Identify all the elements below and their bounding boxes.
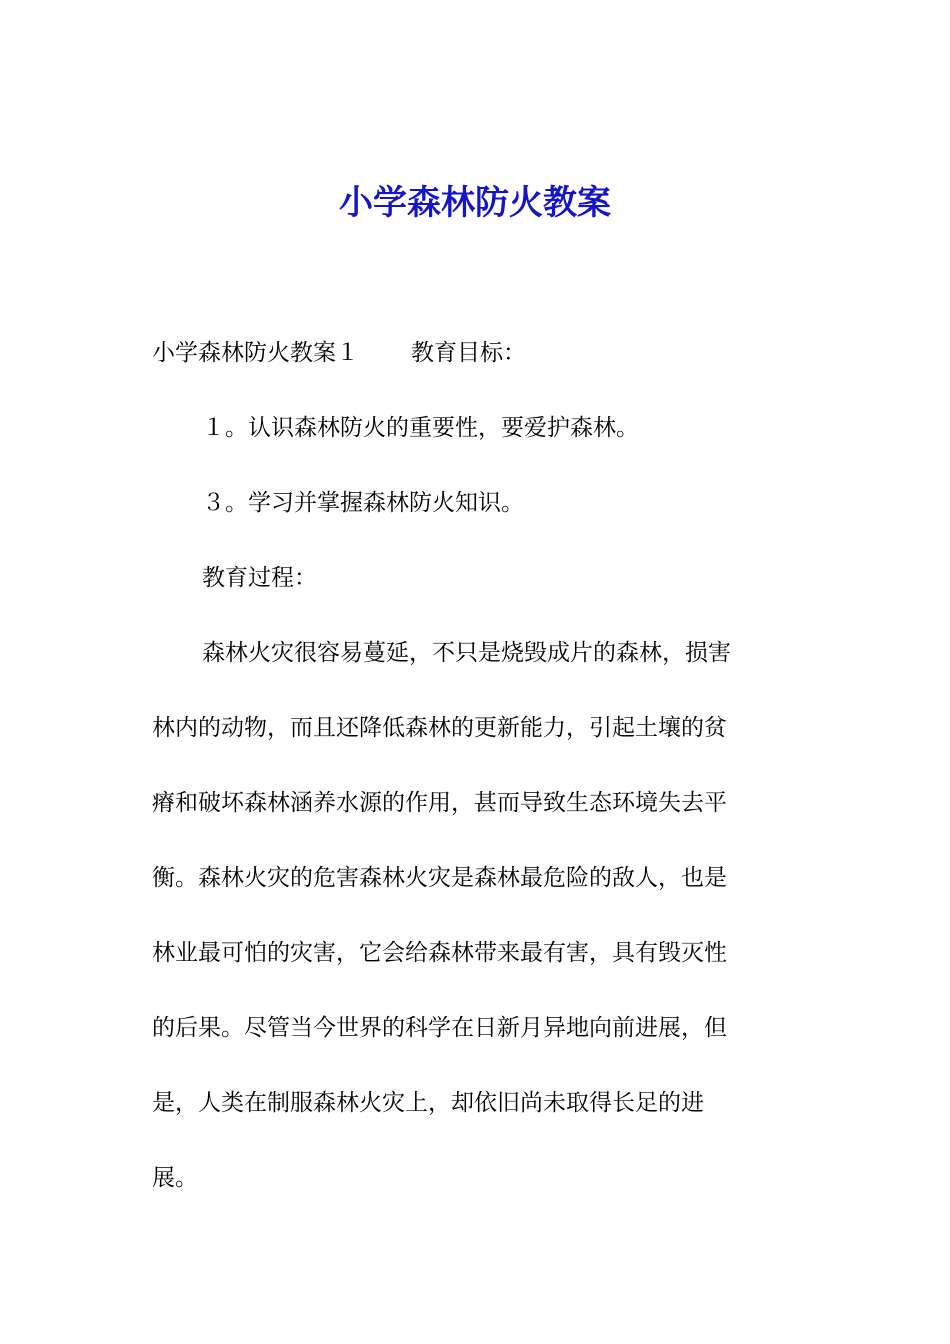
paragraph-line: 林业最可怕的灾害，它会给森林带来最有害，具有毁灭性: [152, 940, 727, 966]
paragraph-line: 森林火灾很容易蔓延，不只是烧毁成片的森林，损害: [202, 640, 731, 666]
paragraph-line: 是，人类在制服森林火灾上，却依旧尚未取得长足的进: [152, 1090, 704, 1116]
paragraph-line: 林内的动物，而且还降低森林的更新能力，引起土壤的贫: [152, 715, 727, 741]
paragraph-line: 衡。森林火灾的危害森林火灾是森林最危险的敌人，也是: [152, 865, 727, 891]
paragraph-line: 展。: [152, 1165, 198, 1191]
document-body: [152, 330, 792, 1201]
paragraph-line: 的后果。尽管当今世界的科学在日新月异地向前进展，但: [152, 1015, 727, 1041]
process-label: 教育过程：: [202, 565, 317, 591]
lesson-name: 小学森林防火教案１: [152, 340, 359, 366]
lesson-header-line: [152, 330, 792, 376]
document-title: 小学森林防火教案: [339, 183, 611, 223]
paragraph-line: 瘠和破坏森林涵养水源的作用，甚而导致生态环境失去平: [152, 790, 727, 816]
goal-item: １。认识森林防火的重要性，要爱护森林。: [202, 415, 639, 441]
goal-label: 教育目标：: [411, 340, 526, 366]
goal-item: ３。学习并掌握森林防火知识。: [202, 490, 524, 516]
